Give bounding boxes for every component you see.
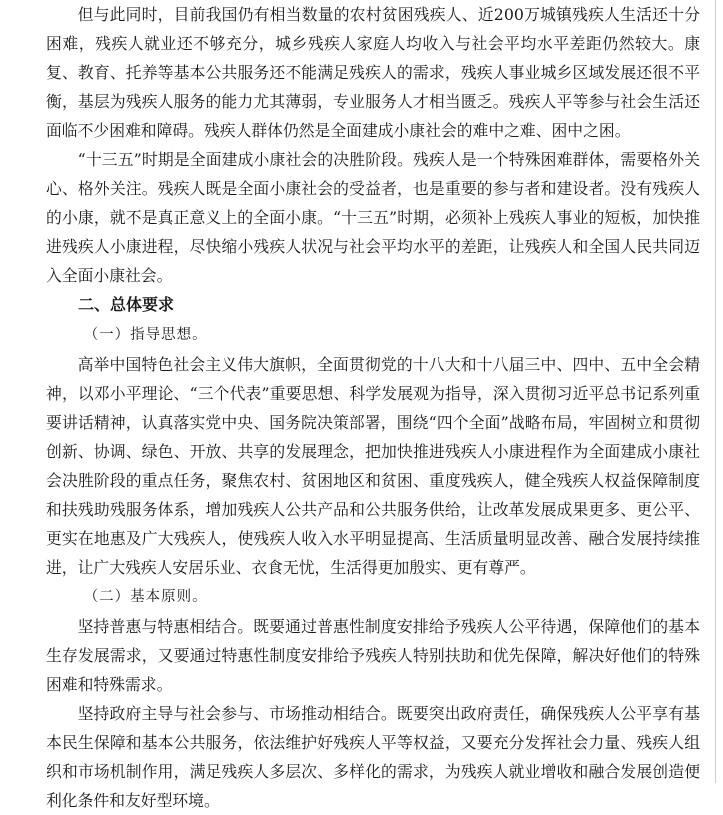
- subheading-basic-principles: （二）基本原则。: [83, 589, 208, 605]
- page-right-border: [715, 0, 716, 783]
- paragraph-principle-universal-special: 坚持普惠与特惠相结合。既要通过普惠性制度安排给予残疾人公平待遇，保障他们的基本生存发展需求，又要通过特惠性制度安排给予残疾人特别扶助和优先保障，解决好他们的特殊困难和特殊需求。: [46, 617, 700, 694]
- document-body: [46, 0, 700, 815]
- paragraph-difficulties: 但与此同时，目前我国仍有相当数量的农村贫困残疾人、近200万城镇残疾人生活还十分困难，残疾人就业还不够充分，城乡残疾人家庭人均收入与社会平均水平差距仍然较大。康复、教育、托养等基本公共服务还不能满足残疾人的需求，残疾人事业城乡区域发展还很不平衡，基层为残疾人服务的能力尤其薄弱，专业服务人才相当匮乏。残疾人平等参与社会生活还面临不少困难和障碍。残疾人群体仍然是全面建成小康社会的难中之难、困中之困。: [46, 5, 700, 140]
- paragraph-guiding-ideology: 高举中国特色社会主义伟大旗帜，全面贯彻党的十八大和十八届三中、四中、五中全会精神，以邓小平理论、“三个代表”重要思想、科学发展观为指导，深入贯彻习近平总书记系列重要讲话精神，认真落实党中央、国务院决策部署，围绕“四个全面”战略布局，牢固树立和贯彻创新、协调、绿色、开放、共享的发展理念，把加快推进残疾人小康进程作为全面建成小康社会决胜阶段的重点任务，聚焦农村、贫困地区和贫困、重度残疾人，健全残疾人权益保障制度和扶残助残服务体系，增加残疾人公共产品和公共服务供给，让改革发展成果更多、更公平、更实在地惠及广大残疾人，使残疾人收入水平明显提高、生活质量明显改善、融合发展持续推进，让广大残疾人安居乐业、衣食无忧，生活得更加殷实、更有尊严。: [46, 355, 700, 577]
- paragraph-principle-government-market: 坚持政府主导与社会参与、市场推动相结合。既要突出政府责任，确保残疾人公平享有基本民生保障和基本公共服务，依法维护好残疾人平等权益，又要充分发挥社会力量、残疾人组织和市场机制作用，满足残疾人多层次、多样化的需求，为残疾人就业增收和融合发展创造便利化条件和友好型环境。: [46, 704, 700, 810]
- subheading-guiding-ideology: （一）指导思想。: [83, 327, 208, 343]
- section-heading-overall-requirements: 二、总体要求: [78, 295, 175, 314]
- paragraph-thirteenth-five-year: “十三五”时期是全面建成小康社会的决胜阶段。残疾人是一个特殊困难群体，需要格外关心、格外关注。残疾人既是全面小康社会的受益者，也是重要的参与者和建设者。没有残疾人的小康，就不是真正意义上的全面小康。“十三五”时期，必须补上残疾人事业的短板，加快推进残疾人小康进程，尽快缩小残疾人状况与社会平均水平的差距，让残疾人和全国人民共同迈入全面小康社会。: [46, 150, 700, 285]
